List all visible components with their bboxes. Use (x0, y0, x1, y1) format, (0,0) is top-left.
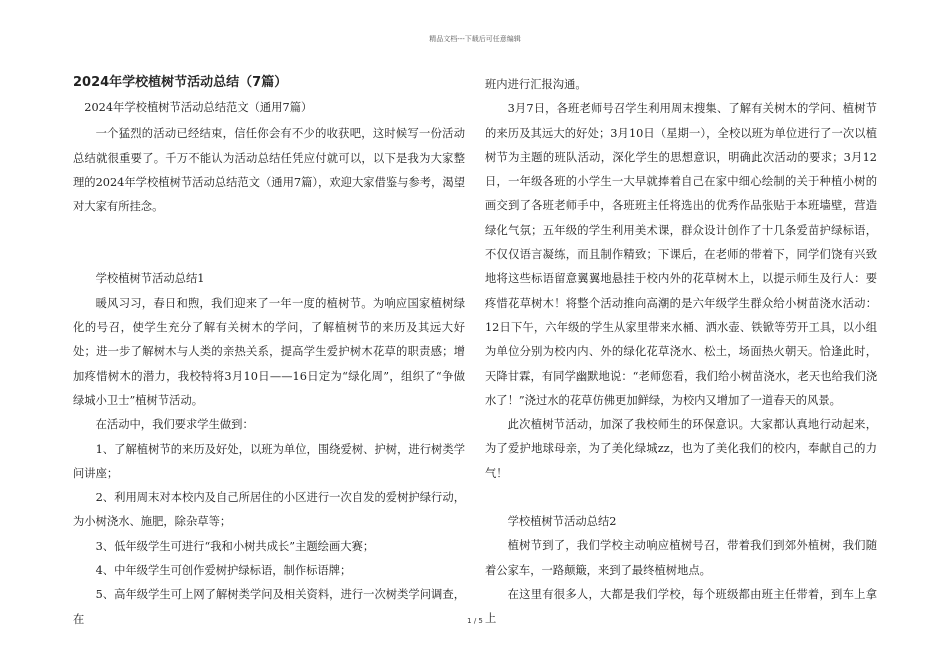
list-item: 3、低年级学生可进行“我和小树共成长”主题绘画大赛； (95, 539, 375, 553)
document-title: 2024年学校植树节活动总结（7篇） (73, 75, 288, 90)
header-note: 精品文档---下载后可任意编辑 (429, 35, 521, 43)
section-1-heading: 学校植树节活动总结1 (95, 272, 205, 286)
intro-paragraph: 一个猛烈的活动已经结束，信任你会有不少的收获吧，这时候写一份活动总结就很重要了。千万不能认为活动总结任凭应付就可以，以下是我为大家整理的2024年学校植树节活动总结范文（通用7篇），欢迎大家借鉴与参考，渴望对大家有所挂念。 (73, 127, 465, 214)
continued-paragraph: 班内进行汇报沟通。 (485, 78, 587, 91)
left-column (73, 70, 465, 632)
section-1-paragraph: 暖风习习，春日和煦，我们迎来了一年一度的植树节。为响应国家植树绿化的号召，使学生充分了解有关树木的学问，了解植树节的来历及其远大好处；进一步了解树木与人类的亲热关系，提高学生爱护树木花草的职责感；增加疼惜树木的潜力，我校特将3月10日——16日定为“绿化周”，组织了“争做绿城小卫士”植树节活动。 (73, 296, 465, 407)
list-item: 1、了解植树节的来历及好处，以班为单位，围绕爱树、护树，进行树类学问讲座； (73, 442, 465, 480)
list-item: 4、中年级学生可创作爱树护绿标语，制作标语牌； (95, 564, 352, 578)
spacer (73, 219, 465, 243)
page-number: 1 / 5 (467, 617, 483, 625)
section-2-paragraph: 植树节到了，我们学校主动响应植树号召，带着我们到郊外植树，我们随着公家车，一路颠簸，来到了最终植树地点。 (485, 539, 877, 577)
section-1-paragraph: 在活动中，我们要求学生做到： (95, 418, 254, 432)
section-1-summary: 此次植树节活动，加深了我校师生的环保意识。大家都认真地行动起来，为了爱护地球母亲，为了美化绿城zz，也为了美化我们的校内，奉献自己的力气！ (485, 418, 877, 480)
list-item: 2、利用周末对本校内及自己所居住的小区进行一次自发的爱树护绿行动，为小树浇水、施肥，除杂草等； (73, 491, 465, 529)
list-item: 5、高年级学生可上网了解树类学问及相关资料，进行一次树类学问调查，在 (73, 588, 465, 626)
document-subtitle: 2024年学校植树节活动总结范文（通用7篇） (84, 101, 313, 114)
spacer (485, 486, 877, 510)
section-2-paragraph: 在这里有很多人，大都是我们学校，每个班级都由班主任带着，到车上拿上 (485, 587, 877, 626)
right-column (485, 73, 877, 632)
section-2-heading: 学校植树节活动总结2 (507, 515, 617, 529)
section-1-paragraph: 3月7日，各班老师号召学生利用周末搜集、了解有关树木的学问、植树节的来历及其远大的好处；3月10日（星期一），全校以班为单位进行了一次以植树节为主题的班队活动，深化学生的思想意识，明确此次活动的要求；3月12日，一年级各班的小学生一大早就捧着自己在家中细心绘制的关于种植小树的画交到了各班老师手中，各班班主任将选出的优秀作品张贴于本班墙壁，营造绿化气氛；五年级的学生利用美术课，群众设计创作了十几条爱苗护绿标语，不仅仅语言凝练，而且制作精致；下课后，在老师的带着下，同学们饶有兴致地将这些标语留意翼翼地悬挂于校内外的花草树木上，以提示师生及行人：要疼惜花草树木！将整个活动推向高潮的是六年级学生群众给小树苗浇水活动：12日下午，六年级的学生从家里带来水桶、洒水壶、铁锨等劳开工具，以小组为单位分别为校内内、外的绿化花草浇水、松土，场面热火朝天。恰逢此时，天降甘霖，有同学幽默地说：“老师您看，我们给小树苗浇水，老天也给我们浇水了！”浇过水的花草仿佛更加鲜绿，为校内又增加了一道春天的风景。 (485, 102, 877, 407)
spacer (73, 243, 465, 267)
